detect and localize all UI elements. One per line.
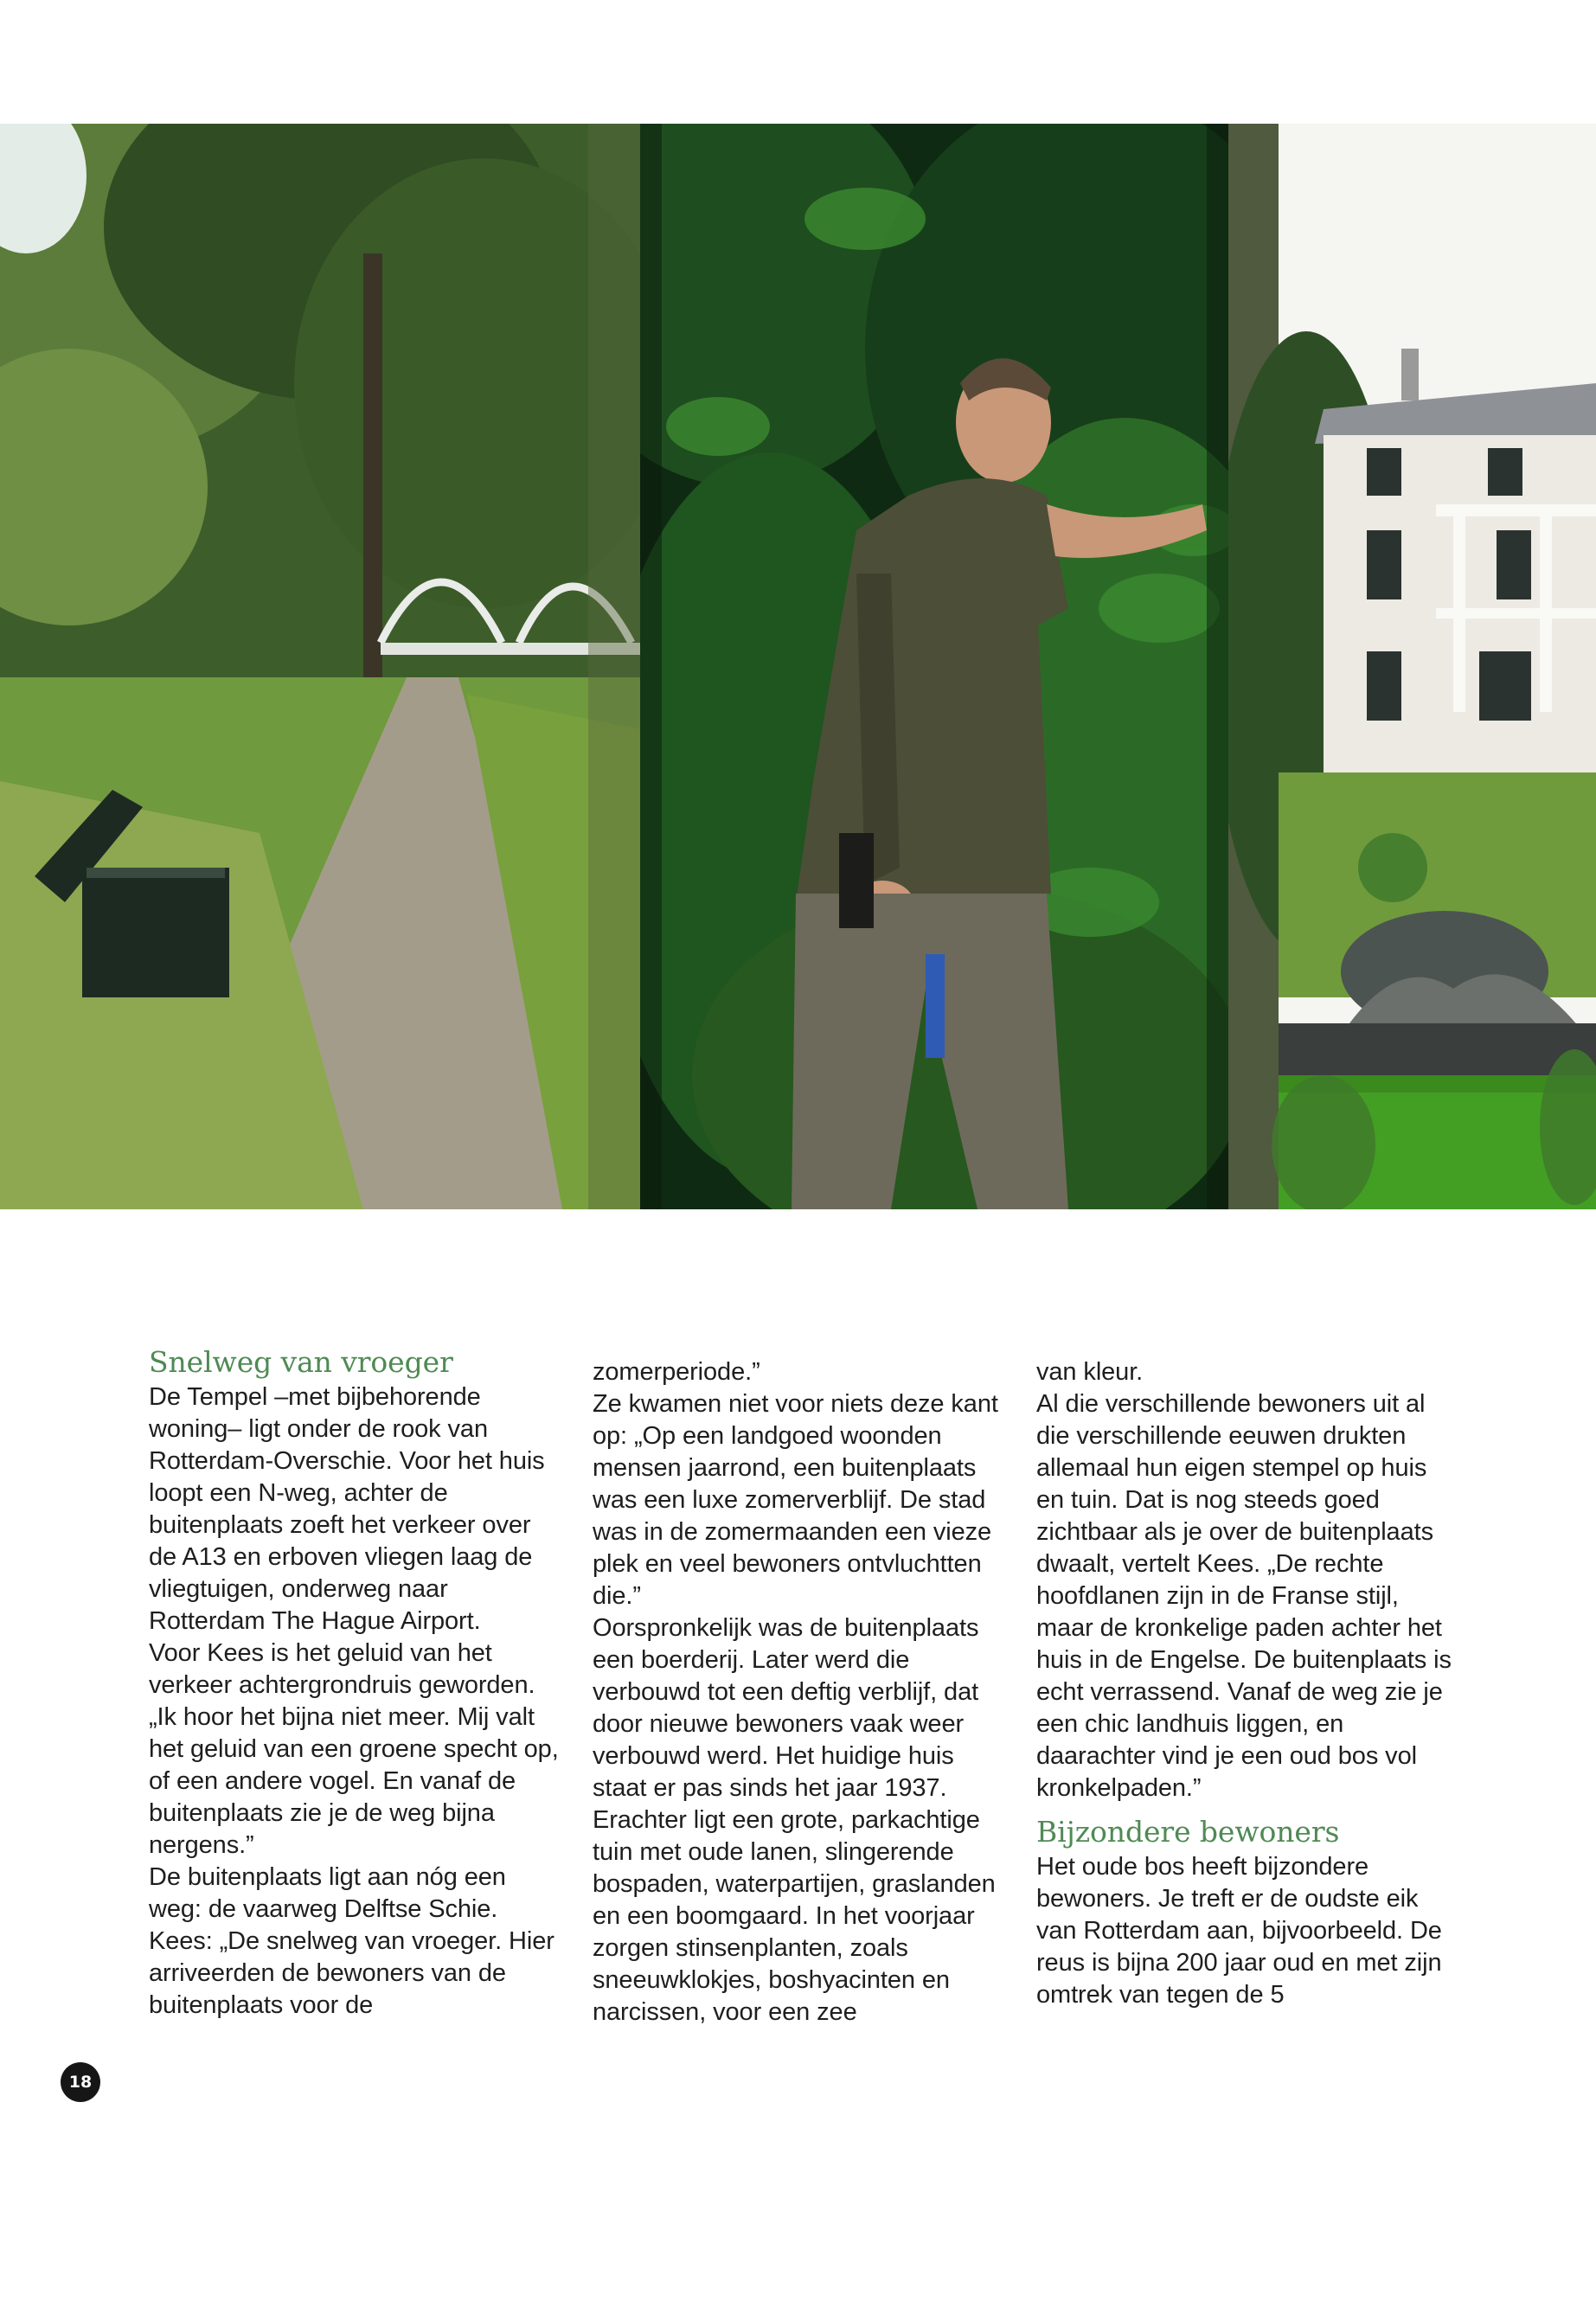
article-column-3 [1036, 1356, 1452, 2011]
article-column-2 [593, 1356, 1008, 2029]
paragraph: Het oude bos heeft bijzondere bewoners. Je treft er de oudste eik van Rotterdam aan, bijvoorbeeld. De reus is bijna 200 jaar oud en met zijn omtrek van tegen de 5 [1036, 1853, 1442, 2009]
article-column-1 [149, 1345, 564, 2022]
man-inspecting-shrub-photo [640, 124, 1228, 1209]
paragraph: Ze kwamen niet voor niets deze kant op: „Op een landgoed woonden mensen jaarrond, een buitenplaats was een luxe zomerverblijf. De stad was in de zomermaanden een vieze plek en veel bewoners ontvluchtten die.” [593, 1390, 998, 1610]
paragraph: zomerperiode.” [593, 1358, 760, 1386]
paragraph: Voor Kees is het geluid van het verkeer achtergrondruis geworden. „Ik hoor het bijna niet meer. Mij valt het geluid van een groene specht op, of een andere vogel. En vanaf de buitenplaats zie je de weg bijna nergens.” [149, 1639, 559, 1859]
paragraph: Oorspronkelijk was de buitenplaats een boerderij. Later werd die verbouwd tot een deftig verblijf, dat door nieuwe bewoners vaak weer verbouwd werd. Het huidige huis staat er pas sinds het jaar 1937. Erachter ligt een grote, parkachtige tuin met oude lanen, slingerende bospaden, waterpartijen, graslanden en een boomgaard. In het voorjaar zorgen stinsenplanten, zoals sneeuwklokjes, boshyacinten en narcissen, voor een zee [593, 1614, 996, 2026]
paragraph: De buitenplaats ligt aan nóg een weg: de vaarweg Delftse Schie. Kees: „De snelweg van vroeger. Hier arriveerden de bewoners van de buitenplaats voor de [149, 1863, 554, 2019]
paragraph: De Tempel –met bijbehorende woning– ligt onder de rook van Rotterdam-Overschie. Voor het huis loopt een N-weg, achter de buitenplaats zoeft het verkeer over de A13 en erboven vliegen laag de vliegtuigen, onderweg naar Rotterdam The Hague Airport. [149, 1383, 545, 1635]
page-number-badge: 18 [61, 2062, 100, 2102]
section-heading-snelweg: Snelweg van vroeger [149, 1345, 453, 1379]
paragraph: van kleur. [1036, 1358, 1144, 1386]
paragraph: Al die verschillende bewoners uit al die verschillende eeuwen drukten allemaal hun eigen stempel op huis en tuin. Dat is nog steeds goed zichtbaar als je over de buitenplaats dwaalt, vertelt Kees. „De rechte hoofdlanen zijn in de Franse stijl, maar de kronkelige paden achter het huis in de Engelse. De buitenplaats is echt verrassend. Vanaf de weg zie je een chic landhuis liggen, en daarachter vind je een oud bos vol kronkelpaden.” [1036, 1390, 1452, 1802]
manor-house-statue-pond-photo [1228, 124, 1596, 1209]
photo-strip [0, 124, 1596, 1209]
section-heading-bijzondere-bewoners: Bijzondere bewoners [1036, 1815, 1340, 1849]
garden-path-bench-bridge-photo [0, 124, 640, 1209]
